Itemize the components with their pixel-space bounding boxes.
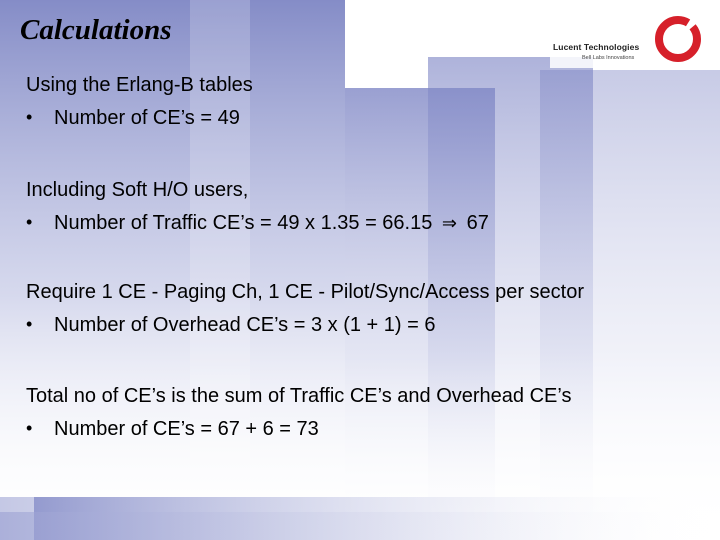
section-overhead <box>26 280 706 336</box>
section-heading: Including Soft H/O users, <box>26 179 249 201</box>
lucent-ring-icon <box>652 12 704 64</box>
bullet-icon: • <box>26 314 33 334</box>
section-heading: Using the Erlang-B tables <box>26 74 253 96</box>
bullet-icon: • <box>26 418 33 438</box>
logo-tagline: Bell Labs Innovations <box>582 55 635 61</box>
company-logo <box>548 12 713 68</box>
bullet-text: Number of CE’s = 67 + 6 = 73 <box>54 418 319 440</box>
bullet-text: Number of CE’s = 49 <box>54 107 240 129</box>
bullet-result: 67 <box>466 212 489 234</box>
implies-arrow-icon: ⇒ <box>441 213 458 234</box>
section-soft-ho <box>26 178 706 234</box>
bullet-text: Number of Overhead CE’s = 3 x (1 + 1) = 6 <box>54 314 436 336</box>
section-heading: Total no of CE’s is the sum of Traffic CE’s and Overhead CE’s <box>26 385 572 407</box>
logo-name: Lucent Technologies <box>553 42 640 52</box>
bullet-text-group <box>54 211 489 236</box>
slide-title: Calculations <box>20 14 172 46</box>
section-total <box>26 384 706 440</box>
section-erlang <box>26 73 706 129</box>
bullet-icon: • <box>26 107 33 127</box>
bullet-text: Number of Traffic CE’s = 49 x 1.35 = 66.15 <box>54 212 433 234</box>
bullet-icon: • <box>26 212 33 232</box>
section-heading: Require 1 CE - Paging Ch, 1 CE - Pilot/Sync/Access per sector <box>26 281 585 303</box>
